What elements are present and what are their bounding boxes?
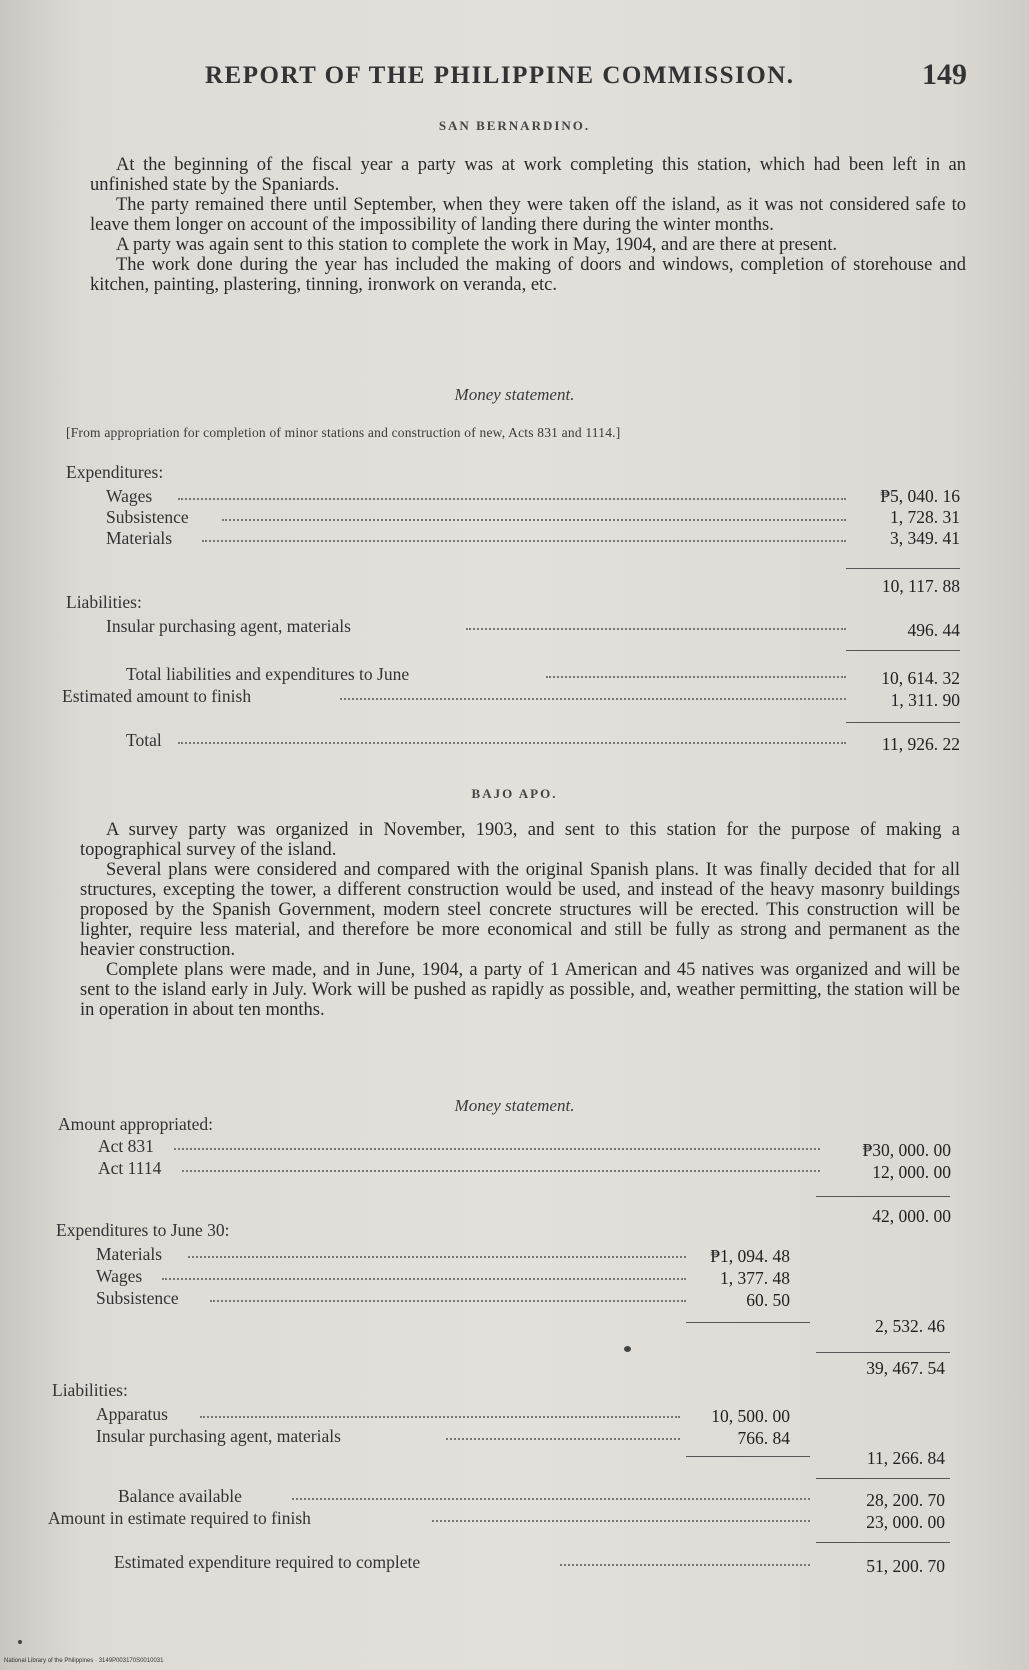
bajo-apo-text xyxy=(80,820,960,1020)
ba-materials-row: Materials xyxy=(96,1244,686,1266)
money-statement-title: Money statement. xyxy=(454,385,575,404)
sb-wages-amount: ₱5, 040. 16 xyxy=(880,486,960,506)
ba-balance-amount: 28, 200. 70 xyxy=(866,1490,945,1510)
sb-expenditures-total: 10, 117. 88 xyxy=(881,576,960,596)
paragraph: The party remained there until September, when they were taken off the island, as it was not considered safe to leave them longer on account of the impossibility of landing there during the winter months. xyxy=(90,195,966,235)
ba-appropriated-total: 42, 000. 00 xyxy=(872,1206,951,1226)
ba-act831-amount: ₱30, 000. 00 xyxy=(862,1140,951,1160)
paragraph: A survey party was organized in November, 1903, and sent to this station for the purpose of making a topographical survey of the island. xyxy=(80,820,960,860)
section-heading-bajo-apo: BAJO APO. xyxy=(471,786,558,801)
ba-expenditures-total: 2, 532. 46 xyxy=(875,1316,945,1336)
page-number: 149 xyxy=(922,58,967,91)
running-head: REPORT OF THE PHILIPPINE COMMISSION. xyxy=(205,62,795,89)
paragraph: Several plans were considered and compared with the original Spanish plans. It was finally decided that for all structures, excepting the tower, a different construction would be used, and instead of the heavy masonry buildings proposed by the Spanish Government, modern steel concrete structures will be erected. This construction will be lighter, require less material, and therefore be more economical and still be fully as strong and permanent as the heavier construction. xyxy=(80,860,960,960)
sb-total-liabilities-amount: 10, 614. 32 xyxy=(881,668,960,688)
ba-estimate-amount: 23, 000. 00 xyxy=(866,1512,945,1532)
document-page: REPORT OF THE PHILIPPINE COMMISSION. 149 SAN BERNARDINO. At the beginning of the fiscal year a party was at work completing this station, which had been left in an unfinished state by the Spaniards. The party remained there until September, when they were taken off the island, as it was not considered safe to leave them longer on account of the impossibility of landing there during the winter months. A party was again sent to this station to complete the work in May, 1904, and are there at present. The work done during the year has included the making of doors and windows, completion of storehouse and kitchen, painting, plastering, tinning, ironwork on veranda, etc. Money statement. [From appropriation for completion of minor stations and construction of new, Acts 831 and 1114.] Expenditures: Wages ₱5, 040. 16 Subsistence 1, 728. 31 Materials 3, 349. 41 10, 117. 88 Liabilities: Insular purchasing agent, materials 496. 44 Total liabilities and expenditures to June 10, 614. 32 Estimated amount to finish 1, 311. 90 Total 11, 926. 22 BAJO APO. A survey party was organized in November, 1903, and sent to this station for the purpose of making a topographical survey of the island. Several plans were considered and compared with the original Spanish plans. It was finally decided that for all structures, excepting the tower, a different construction would be used, and instead of the heavy masonry buildings proposed by the Spanish Government, modern steel concrete structures will be erected. This construction will be lighter, require less material, and therefore be more economical and still be fully as strong and permanent as the heavier construction. Complete plans were made, and in June, 1904, a party of 1 American and 45 natives was organized and will be sent to the island early in July. Work will be pushed as rapidly as possible, and, weather permitting, the station will be in operation in about ten months. Money statement. Amount appropriated: Act 831 ₱30, 000. 00 Act 1114 12, 000. 00 42, 000. 00 Expenditures to June 30: Materials ₱1, 094. 48 Wages 1, 377. 48 Subsistence 60. 50 2, 532. 46 39, 467. 54 Liabilities: Apparatus 10, 500. 00 Insular purchasing agent, materials 766. 84 11, 266. 84 Balance available 28, 200. 70 Amount in estimate required to finish 23, 000. 00 Estimated expenditure required to complete 51, 200. 70 National Library of the Philippines · 3149P003170S0010031 xyxy=(0,0,1029,1670)
san-bernardino-text xyxy=(90,155,966,295)
ba-subsistence-amount: 60. 50 xyxy=(746,1290,790,1310)
ink-spot xyxy=(18,1640,22,1644)
sb-total-row: Total xyxy=(126,730,846,752)
ba-insular-amount: 766. 84 xyxy=(737,1428,790,1448)
sb-estimate-amount: 1, 311. 90 xyxy=(890,690,960,710)
footer-credit: National Library of the Philippines · 3149P003170S0010031 xyxy=(4,1658,164,1664)
sb-subsistence-row: Subsistence xyxy=(106,507,846,529)
ba-wages-row: Wages xyxy=(96,1266,686,1288)
sb-insular-row: Insular purchasing agent, materials xyxy=(106,616,846,638)
ba-act1114-row: Act 1114 xyxy=(98,1158,820,1180)
ba-remainder: 39, 467. 54 xyxy=(866,1358,945,1378)
paragraph: The work done during the year has included the making of doors and windows, completion of storehouse and kitchen, painting, plastering, tinning, ironwork on veranda, etc. xyxy=(90,255,966,295)
ba-insular-row: Insular purchasing agent, materials xyxy=(96,1426,680,1448)
section-heading-san-bernardino: SAN BERNARDINO. xyxy=(438,118,591,133)
ba-expenditure-row: Estimated expenditure required to complete xyxy=(114,1552,810,1574)
sb-total-amount: 11, 926. 22 xyxy=(881,734,960,754)
sb-estimate-row: Estimated amount to finish xyxy=(62,686,846,708)
ba-subsistence-row: Subsistence xyxy=(96,1288,686,1310)
ba-materials-amount: ₱1, 094. 48 xyxy=(710,1246,790,1266)
sb-materials-amount: 3, 349. 41 xyxy=(890,528,960,548)
ba-wages-amount: 1, 377. 48 xyxy=(720,1268,790,1288)
ba-apparatus-amount: 10, 500. 00 xyxy=(711,1406,790,1426)
sb-wages-row: Wages xyxy=(106,486,846,508)
ba-balance-row: Balance available xyxy=(118,1486,810,1508)
ba-expenditure-amount: 51, 200. 70 xyxy=(866,1556,945,1576)
paragraph: At the beginning of the fiscal year a party was at work completing this station, which had been left in an unfinished state by the Spaniards. xyxy=(90,155,966,195)
ba-estimate-row: Amount in estimate required to finish xyxy=(48,1508,810,1530)
paragraph: Complete plans were made, and in June, 1904, a party of 1 American and 45 natives was organized and will be sent to the island early in July. Work will be pushed as rapidly as possible, and, weather permitting, the station will be in operation in about ten months. xyxy=(80,960,960,1020)
ba-liabilities-total: 11, 266. 84 xyxy=(866,1448,945,1468)
ba-act1114-amount: 12, 000. 00 xyxy=(872,1162,951,1182)
ink-spot xyxy=(624,1346,631,1352)
sb-total-liabilities-row: Total liabilities and expenditures to June xyxy=(126,664,846,686)
ba-apparatus-row: Apparatus xyxy=(96,1404,680,1426)
sb-subsistence-amount: 1, 728. 31 xyxy=(890,507,960,527)
paragraph: A party was again sent to this station to complete the work in May, 1904, and are there at present. xyxy=(116,235,838,255)
page-header xyxy=(0,58,1029,98)
money-statement-title: Money statement. xyxy=(454,1096,575,1115)
sb-insular-amount: 496. 44 xyxy=(907,620,960,640)
ba-act831-row: Act 831 xyxy=(98,1136,820,1158)
sb-materials-row: Materials xyxy=(106,528,846,550)
appropriation-note: [From appropriation for completion of minor stations and construction of new, Acts 831 and 1114.] xyxy=(66,425,621,440)
